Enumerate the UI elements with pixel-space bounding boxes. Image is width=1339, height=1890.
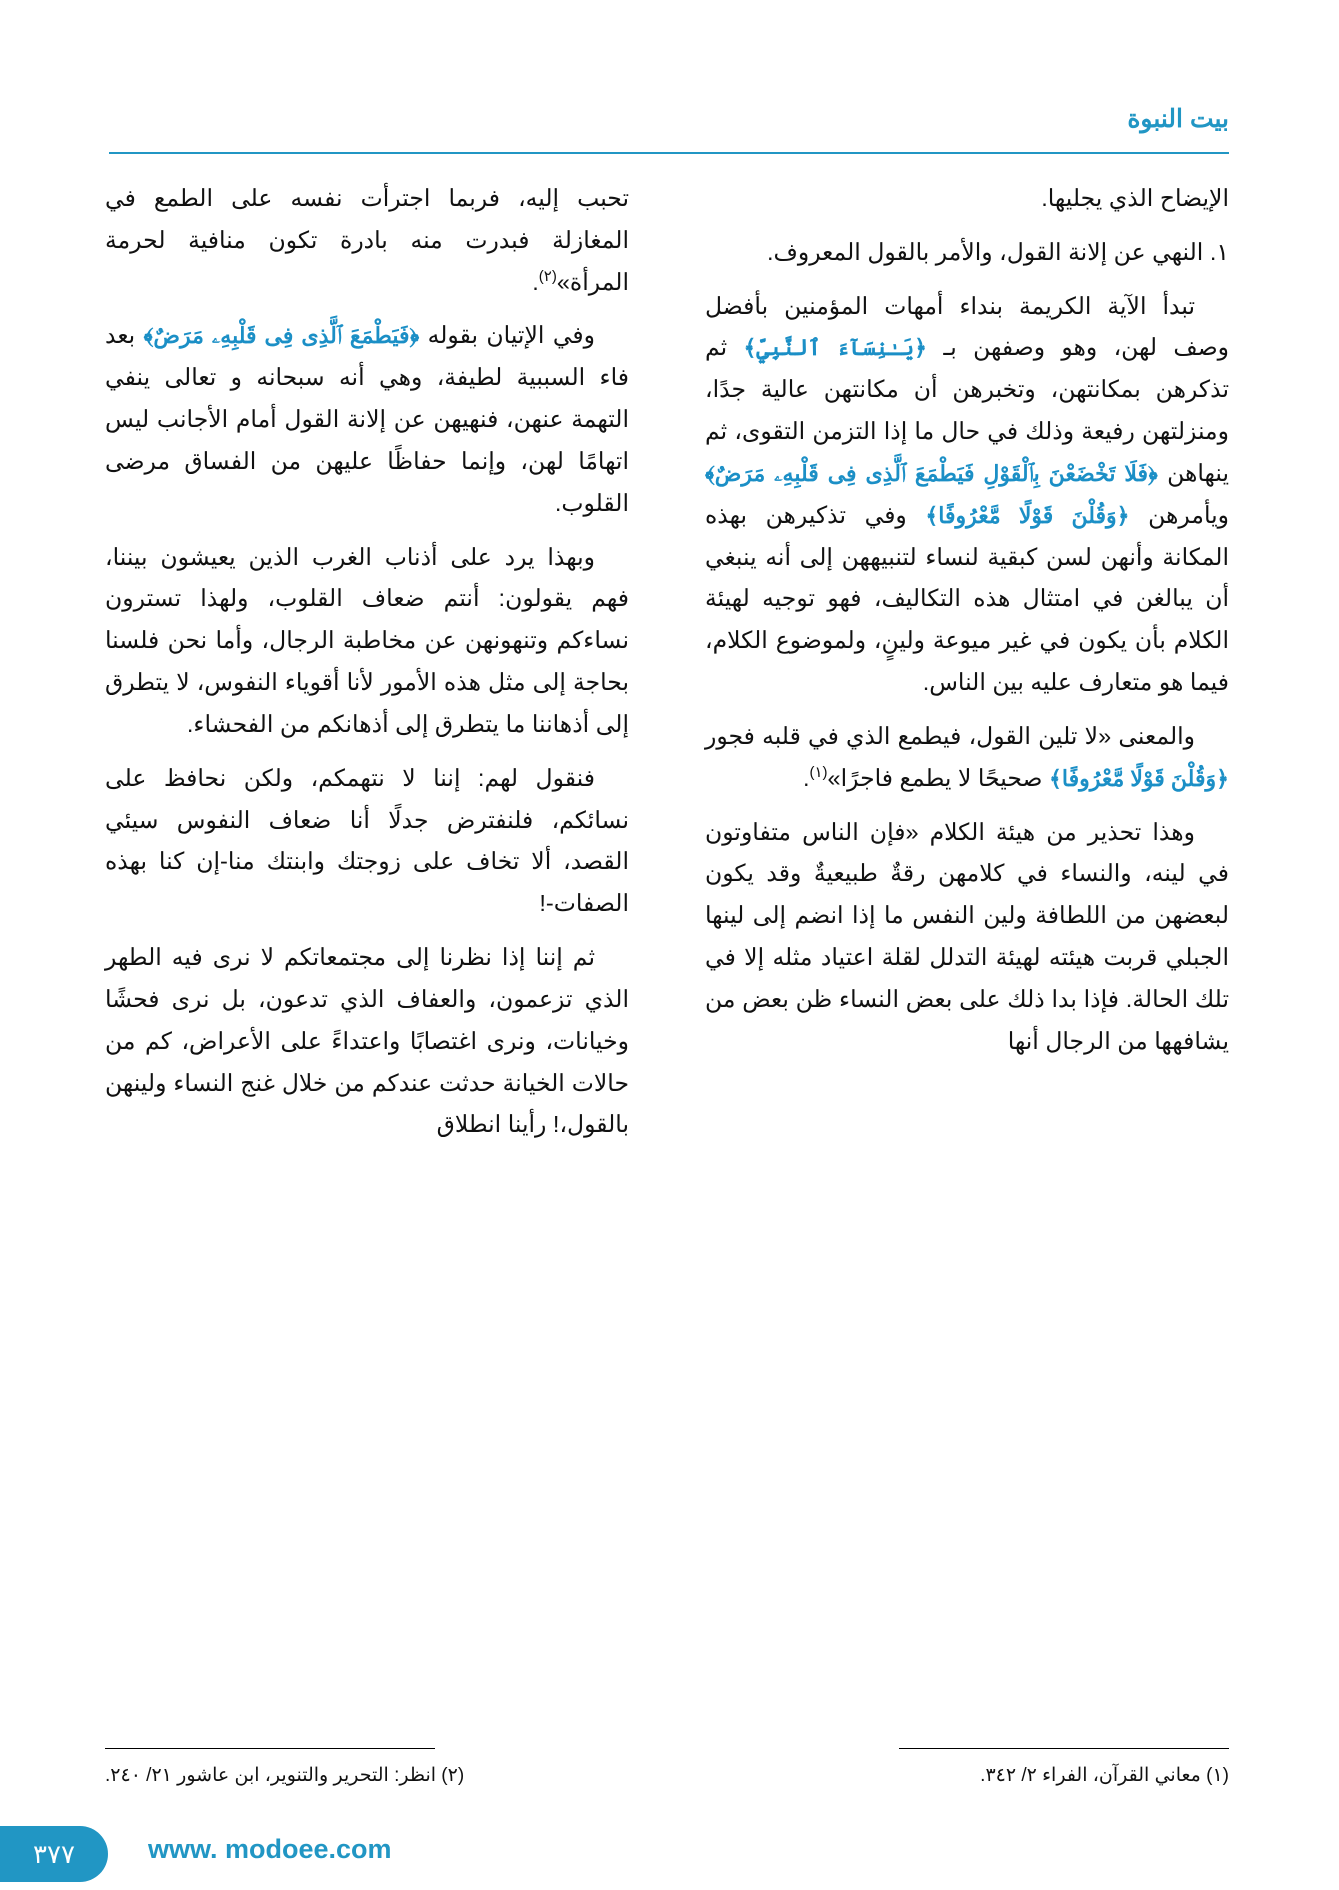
paragraph-text: ويأمرهن	[1148, 501, 1230, 528]
paragraph-text: تبدأ الآية الكريمة بنداء أمهات المؤمنين بأفضل وصف لهن، وهو وصفهن بـ	[705, 292, 1230, 361]
paragraph-text: .	[532, 268, 539, 295]
quran-quote: ﴿وَقُلْنَ قَوْلًا مَّعْرُوفًا﴾	[925, 502, 1130, 528]
paragraph-text: والمعنى «لا تلين القول، فيطمع الذي في قلبه فجور	[705, 722, 1195, 749]
page-header	[109, 96, 1229, 156]
quran-quote: ﴿وَقُلْنَ قَوْلًا مَّعْرُوفًا﴾	[1049, 765, 1229, 791]
quran-quote: ﴿يَـٰنِسَآءَ ٱلنَّبِيِّ﴾	[743, 335, 928, 361]
paragraph-text: وهذا تحذير من هيئة الكلام «فإن الناس متفاوتون في لينه، والنساء في كلامهن رقةٌ طبيعيةٌ وقد يكون لبعضهن من اللطافة ولين النفس ما إذا انضم إلى لينها الجبلي قربت هيئته لهيئة التدلل لقلة اعتياد مثله إلا في تلك الحالة. فإذا بدا ذلك على بعض النساء ظن بعض من يشافهها من الرجال أنها	[705, 818, 1229, 1054]
paragraph	[705, 716, 1229, 800]
paragraph-text: تحبب إليه، فربما اجترأت نفسه على الطمع في المغازلة فبدرت منه بادرة تكون منافية لحرمة المرأة»	[105, 185, 629, 295]
page-footer	[0, 1826, 1339, 1890]
paragraph-text: .	[802, 764, 810, 791]
header-divider	[109, 152, 1229, 154]
paragraph	[705, 232, 1229, 274]
footnote-divider-left	[105, 1748, 435, 1749]
paragraph	[705, 812, 1229, 1063]
footnote-left: (٢) انظر: التحرير والتنوير، ابن عاشور ٢١/ ٢٤٠.	[105, 1765, 465, 1786]
paragraph	[105, 937, 629, 1146]
paragraph-text: وفي الإتيان بقوله	[427, 322, 595, 349]
paragraph	[105, 537, 629, 746]
footnote-right: (١) معاني القرآن، الفراء ٢/ ٣٤٢.	[980, 1765, 1229, 1786]
footnotes-area	[105, 1748, 1229, 1818]
paragraph	[105, 315, 629, 524]
footnote-divider-right	[899, 1748, 1229, 1749]
page-number: ٣٧٧	[0, 1826, 108, 1882]
book-title: بيت النبوة	[1127, 105, 1229, 133]
paragraph	[105, 758, 629, 925]
paragraph	[705, 178, 1229, 220]
paragraph-text: وبهذا يرد على أذناب الغرب الذين يعيشون بيننا، فهم يقولون: أنتم ضعاف القلوب، ولهذا تسترون نساءكم وتنهونهن عن مخاطبة الرجال، وأما نحن فلسنا بحاجة إلى مثل هذه الأمور لأنا أقوياء النفوس، لا يتطرق إلى أذهاننا ما يتطرق إلى أذهانكم من الفحشاء.	[105, 543, 629, 737]
paragraph-text: بعد فاء السببية لطيفة، وهي أنه سبحانه و تعالى ينفي التهمة عنهن، فنهيهن عن إلانة القول أمام الأجانب ليس اتهامًا لهن، وإنما حفاظًا عليهن من الفساق مرضى القلوب.	[105, 322, 629, 516]
quran-quote: ﴿فَلَا تَخْضَعْنَ بِٱلْقَوْلِ فَيَطْمَعَ ٱلَّذِى فِى قَلْبِهِۦ مَرَضٌ﴾	[705, 460, 1158, 486]
paragraph	[705, 286, 1229, 704]
footnote-marker: (٢)	[538, 267, 557, 285]
paragraph-text: فنقول لهم: إننا لا نتهمكم، ولكن نحافظ على نسائكم، فلنفترض جدلًا أنا ضعاف النفوس سيئي القصد، ألا تخاف على زوجتك وابنتك منا-إن كنا بهذه الصفات-!	[105, 764, 629, 917]
body-columns	[105, 178, 1229, 1378]
paragraph-text: الإيضاح الذي يجليها.	[1041, 185, 1229, 211]
paragraph-text: صحيحًا لا يطمع فاجرًا»	[827, 764, 1043, 791]
paragraph-text: ثم إننا إذا نظرنا إلى مجتمعاتكم لا نرى فيه الطهر الذي تزعمون، والعفاف الذي تدعون، بل نرى فحشًا وخيانات، ونرى اغتصابًا واعتداءً على الأعراض، كم من حالات الخيانة حدثت عندكم من خلال غنج النساء ولينهن بالقول،! رأينا انطلاق	[105, 944, 629, 1138]
paragraph-text: ١. النهي عن إلانة القول، والأمر بالقول المعروف.	[766, 238, 1229, 265]
text-column-right	[705, 178, 1229, 1075]
footnote-marker: (١)	[809, 763, 828, 781]
paragraph	[105, 178, 629, 303]
paragraph-text: ثم تذكرهن بمكانتهن، وتخبرهن أن مكانتهن عالية جدًا، ومنزلتهن رفيعة وذلك في حال ما إذا التزمن التقوى، ثم ينهاهن	[705, 334, 1230, 486]
quran-quote: ﴿فَيَطْمَعَ ٱلَّذِى فِى قَلْبِهِۦ مَرَضٌ﴾	[143, 323, 420, 349]
text-column-left	[105, 178, 629, 1158]
site-url[interactable]: www. modoee.com	[148, 1834, 392, 1864]
paragraph-text: وفي تذكيرهن بهذه المكانة وأنهن لسن كبقية لنساء لتنبيههن إلى أنه ينبغي أن يبالغن في امتثال هذه التكاليف، فهو توجيه لهيئة الكلام بأن يكون في غير ميوعة ولينٍ، ولموضوع الكلام، فيما هو متعارف عليه بين الناس.	[705, 501, 1229, 696]
